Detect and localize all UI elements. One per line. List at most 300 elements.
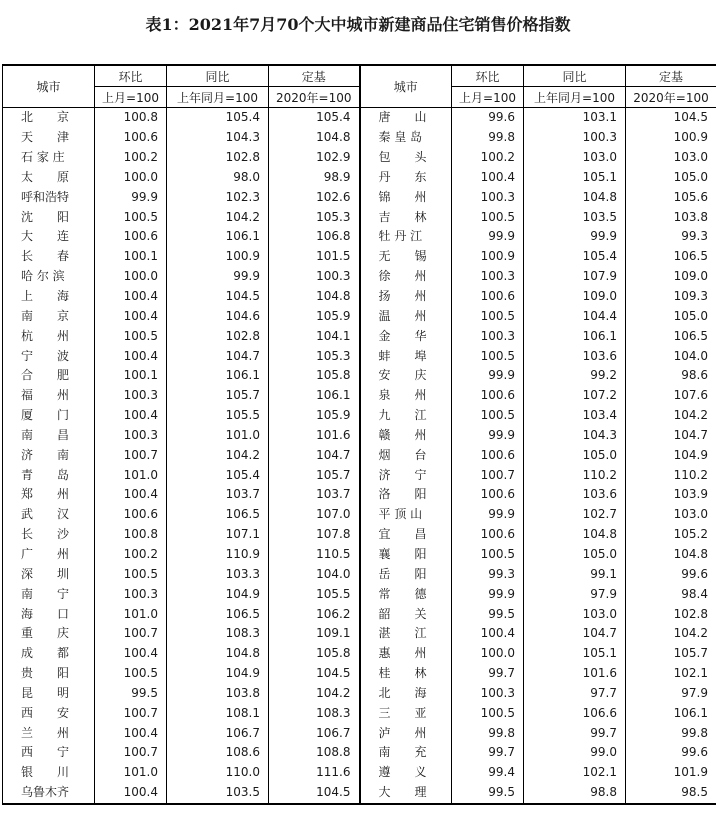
left-city-cell: 西 安 xyxy=(3,703,95,723)
price-index-table xyxy=(2,64,716,805)
left-tb-cell: 110.9 xyxy=(167,545,269,565)
right-city-cell: 大 理 xyxy=(360,783,452,804)
left-tb-cell: 104.2 xyxy=(167,445,269,465)
left-dj-cell: 104.5 xyxy=(269,664,360,684)
right-tb-cell: 104.8 xyxy=(524,187,626,207)
right-tb-cell: 107.9 xyxy=(524,267,626,287)
left-hb-cell: 100.0 xyxy=(95,267,167,287)
left-dj-cell: 108.8 xyxy=(269,743,360,763)
left-hb-cell: 100.4 xyxy=(95,346,167,366)
left-city-cell: 武 汉 xyxy=(3,505,95,525)
right-city-cell: 赣 州 xyxy=(360,426,452,446)
left-city-cell: 兰 州 xyxy=(3,723,95,743)
left-city-cell: 南 宁 xyxy=(3,584,95,604)
table-row xyxy=(3,545,716,565)
table-row xyxy=(3,664,716,684)
right-tb-cell: 104.8 xyxy=(524,525,626,545)
right-hb-cell: 99.3 xyxy=(452,564,524,584)
table-row xyxy=(3,366,716,386)
header-dj-sub-left: 2020年=100 xyxy=(269,87,360,108)
table-row xyxy=(3,108,716,128)
right-city-cell: 九 江 xyxy=(360,406,452,426)
table-row xyxy=(3,267,716,287)
right-city-cell: 三 亚 xyxy=(360,703,452,723)
left-city-cell: 深 圳 xyxy=(3,564,95,584)
left-tb-cell: 108.1 xyxy=(167,703,269,723)
table-row xyxy=(3,604,716,624)
right-tb-cell: 98.8 xyxy=(524,783,626,804)
right-city-cell: 蚌 埠 xyxy=(360,346,452,366)
right-city-cell: 北 海 xyxy=(360,683,452,703)
right-dj-cell: 106.1 xyxy=(626,703,716,723)
left-dj-cell: 105.8 xyxy=(269,366,360,386)
left-tb-cell: 104.2 xyxy=(167,207,269,227)
left-tb-cell: 105.4 xyxy=(167,465,269,485)
right-tb-cell: 104.3 xyxy=(524,426,626,446)
left-dj-cell: 105.4 xyxy=(269,108,360,128)
table-row xyxy=(3,525,716,545)
right-tb-cell: 106.6 xyxy=(524,703,626,723)
left-hb-cell: 100.1 xyxy=(95,247,167,267)
right-hb-cell: 100.0 xyxy=(452,644,524,664)
right-city-cell: 烟 台 xyxy=(360,445,452,465)
right-dj-cell: 104.9 xyxy=(626,445,716,465)
table-body xyxy=(3,108,716,804)
right-dj-cell: 103.8 xyxy=(626,207,716,227)
right-hb-cell: 99.8 xyxy=(452,128,524,148)
table-row xyxy=(3,426,716,446)
left-city-cell: 贵 阳 xyxy=(3,664,95,684)
right-hb-cell: 99.9 xyxy=(452,505,524,525)
right-dj-cell: 109.3 xyxy=(626,287,716,307)
right-tb-cell: 99.1 xyxy=(524,564,626,584)
left-tb-cell: 106.1 xyxy=(167,366,269,386)
right-city-cell: 韶 关 xyxy=(360,604,452,624)
table-row xyxy=(3,723,716,743)
right-tb-cell: 100.3 xyxy=(524,128,626,148)
left-dj-cell: 104.8 xyxy=(269,287,360,307)
right-hb-cell: 100.9 xyxy=(452,247,524,267)
right-hb-cell: 100.5 xyxy=(452,207,524,227)
right-hb-cell: 100.5 xyxy=(452,703,524,723)
right-dj-cell: 104.7 xyxy=(626,426,716,446)
right-city-cell: 安 庆 xyxy=(360,366,452,386)
left-tb-cell: 101.0 xyxy=(167,426,269,446)
left-dj-cell: 105.3 xyxy=(269,346,360,366)
header-tb-sub-left: 上年同月=100 xyxy=(167,87,269,108)
left-hb-cell: 100.4 xyxy=(95,406,167,426)
right-dj-cell: 104.0 xyxy=(626,346,716,366)
left-dj-cell: 104.1 xyxy=(269,326,360,346)
right-hb-cell: 100.6 xyxy=(452,485,524,505)
left-hb-cell: 100.8 xyxy=(95,525,167,545)
left-hb-cell: 100.3 xyxy=(95,386,167,406)
right-hb-cell: 100.6 xyxy=(452,525,524,545)
left-city-cell: 呼和浩特 xyxy=(3,187,95,207)
left-city-cell: 长 沙 xyxy=(3,525,95,545)
right-tb-cell: 103.0 xyxy=(524,604,626,624)
right-hb-cell: 99.5 xyxy=(452,783,524,804)
right-city-cell: 洛 阳 xyxy=(360,485,452,505)
right-dj-cell: 104.2 xyxy=(626,624,716,644)
right-hb-cell: 100.5 xyxy=(452,346,524,366)
left-city-cell: 南 京 xyxy=(3,306,95,326)
table-row xyxy=(3,564,716,584)
right-dj-cell: 98.4 xyxy=(626,584,716,604)
table-row xyxy=(3,485,716,505)
header-city-right: 城市 xyxy=(360,65,452,108)
table-row xyxy=(3,743,716,763)
left-city-cell: 石 家 庄 xyxy=(3,148,95,168)
left-city-cell: 南 昌 xyxy=(3,426,95,446)
header-tb-left: 同比 xyxy=(167,65,269,87)
left-tb-cell: 105.7 xyxy=(167,386,269,406)
left-tb-cell: 103.7 xyxy=(167,485,269,505)
right-tb-cell: 104.7 xyxy=(524,624,626,644)
left-city-cell: 厦 门 xyxy=(3,406,95,426)
left-tb-cell: 104.9 xyxy=(167,664,269,684)
right-hb-cell: 99.4 xyxy=(452,763,524,783)
right-dj-cell: 105.0 xyxy=(626,306,716,326)
left-hb-cell: 99.9 xyxy=(95,187,167,207)
right-tb-cell: 103.0 xyxy=(524,148,626,168)
left-hb-cell: 100.1 xyxy=(95,366,167,386)
right-tb-cell: 99.0 xyxy=(524,743,626,763)
left-city-cell: 杭 州 xyxy=(3,326,95,346)
right-city-cell: 湛 江 xyxy=(360,624,452,644)
right-tb-cell: 105.1 xyxy=(524,168,626,188)
right-dj-cell: 103.0 xyxy=(626,505,716,525)
right-dj-cell: 104.8 xyxy=(626,545,716,565)
left-tb-cell: 102.8 xyxy=(167,326,269,346)
table-row xyxy=(3,386,716,406)
right-dj-cell: 97.9 xyxy=(626,683,716,703)
right-city-cell: 泸 州 xyxy=(360,723,452,743)
left-city-cell: 乌鲁木齐 xyxy=(3,783,95,804)
right-tb-cell: 107.2 xyxy=(524,386,626,406)
left-tb-cell: 104.6 xyxy=(167,306,269,326)
left-dj-cell: 105.9 xyxy=(269,306,360,326)
right-city-cell: 徐 州 xyxy=(360,267,452,287)
left-hb-cell: 100.4 xyxy=(95,287,167,307)
right-dj-cell: 109.0 xyxy=(626,267,716,287)
right-dj-cell: 99.6 xyxy=(626,564,716,584)
left-city-cell: 太 原 xyxy=(3,168,95,188)
left-hb-cell: 100.6 xyxy=(95,128,167,148)
table-row xyxy=(3,326,716,346)
right-hb-cell: 99.6 xyxy=(452,108,524,128)
table-row xyxy=(3,465,716,485)
right-tb-cell: 97.9 xyxy=(524,584,626,604)
left-tb-cell: 104.5 xyxy=(167,287,269,307)
table-row xyxy=(3,128,716,148)
left-tb-cell: 99.9 xyxy=(167,267,269,287)
right-dj-cell: 110.2 xyxy=(626,465,716,485)
left-dj-cell: 107.8 xyxy=(269,525,360,545)
table-row xyxy=(3,763,716,783)
right-dj-cell: 101.9 xyxy=(626,763,716,783)
right-hb-cell: 100.2 xyxy=(452,148,524,168)
left-tb-cell: 100.9 xyxy=(167,247,269,267)
left-dj-cell: 105.3 xyxy=(269,207,360,227)
left-dj-cell: 100.3 xyxy=(269,267,360,287)
header-tb-sub-right: 上年同月=100 xyxy=(524,87,626,108)
left-city-cell: 哈 尔 滨 xyxy=(3,267,95,287)
left-tb-cell: 103.3 xyxy=(167,564,269,584)
right-city-cell: 常 德 xyxy=(360,584,452,604)
header-hb-sub-right: 上月=100 xyxy=(452,87,524,108)
left-tb-cell: 110.0 xyxy=(167,763,269,783)
left-dj-cell: 102.6 xyxy=(269,187,360,207)
left-hb-cell: 100.7 xyxy=(95,624,167,644)
right-tb-cell: 103.6 xyxy=(524,485,626,505)
right-dj-cell: 99.8 xyxy=(626,723,716,743)
left-dj-cell: 108.3 xyxy=(269,703,360,723)
table-row xyxy=(3,505,716,525)
right-hb-cell: 100.5 xyxy=(452,306,524,326)
left-hb-cell: 100.3 xyxy=(95,426,167,446)
right-city-cell: 平 顶 山 xyxy=(360,505,452,525)
right-dj-cell: 105.6 xyxy=(626,187,716,207)
right-hb-cell: 99.9 xyxy=(452,227,524,247)
right-dj-cell: 102.1 xyxy=(626,664,716,684)
left-city-cell: 沈 阳 xyxy=(3,207,95,227)
right-city-cell: 包 头 xyxy=(360,148,452,168)
right-tb-cell: 110.2 xyxy=(524,465,626,485)
left-dj-cell: 105.7 xyxy=(269,465,360,485)
left-dj-cell: 102.9 xyxy=(269,148,360,168)
right-dj-cell: 106.5 xyxy=(626,247,716,267)
left-dj-cell: 101.6 xyxy=(269,426,360,446)
left-hb-cell: 100.4 xyxy=(95,644,167,664)
header-tb-right: 同比 xyxy=(524,65,626,87)
right-hb-cell: 99.7 xyxy=(452,664,524,684)
right-hb-cell: 100.3 xyxy=(452,683,524,703)
right-city-cell: 南 充 xyxy=(360,743,452,763)
table-row xyxy=(3,406,716,426)
left-hb-cell: 100.5 xyxy=(95,564,167,584)
header-dj-right: 定基 xyxy=(626,65,716,87)
left-hb-cell: 100.5 xyxy=(95,664,167,684)
right-hb-cell: 99.7 xyxy=(452,743,524,763)
left-city-cell: 北 京 xyxy=(3,108,95,128)
left-hb-cell: 100.7 xyxy=(95,743,167,763)
right-tb-cell: 105.0 xyxy=(524,545,626,565)
right-tb-cell: 102.7 xyxy=(524,505,626,525)
right-tb-cell: 103.1 xyxy=(524,108,626,128)
right-city-cell: 牡 丹 江 xyxy=(360,227,452,247)
right-city-cell: 惠 州 xyxy=(360,644,452,664)
left-dj-cell: 98.9 xyxy=(269,168,360,188)
right-dj-cell: 98.6 xyxy=(626,366,716,386)
left-hb-cell: 101.0 xyxy=(95,465,167,485)
right-city-cell: 桂 林 xyxy=(360,664,452,684)
right-city-cell: 丹 东 xyxy=(360,168,452,188)
left-dj-cell: 105.5 xyxy=(269,584,360,604)
right-hb-cell: 100.7 xyxy=(452,465,524,485)
header-dj-left: 定基 xyxy=(269,65,360,87)
left-tb-cell: 103.8 xyxy=(167,683,269,703)
right-city-cell: 襄 阳 xyxy=(360,545,452,565)
right-tb-cell: 99.9 xyxy=(524,227,626,247)
right-city-cell: 金 华 xyxy=(360,326,452,346)
table-row xyxy=(3,346,716,366)
header-hb-left: 环比 xyxy=(95,65,167,87)
left-hb-cell: 100.8 xyxy=(95,108,167,128)
left-hb-cell: 100.4 xyxy=(95,723,167,743)
right-dj-cell: 103.0 xyxy=(626,148,716,168)
left-hb-cell: 100.7 xyxy=(95,445,167,465)
left-tb-cell: 104.9 xyxy=(167,584,269,604)
right-city-cell: 遵 义 xyxy=(360,763,452,783)
left-dj-cell: 110.5 xyxy=(269,545,360,565)
table-row xyxy=(3,703,716,723)
right-tb-cell: 109.0 xyxy=(524,287,626,307)
left-city-cell: 青 岛 xyxy=(3,465,95,485)
left-city-cell: 成 都 xyxy=(3,644,95,664)
table-row xyxy=(3,207,716,227)
left-tb-cell: 102.8 xyxy=(167,148,269,168)
left-dj-cell: 106.7 xyxy=(269,723,360,743)
left-dj-cell: 104.8 xyxy=(269,128,360,148)
right-dj-cell: 103.9 xyxy=(626,485,716,505)
right-hb-cell: 100.5 xyxy=(452,545,524,565)
right-tb-cell: 99.7 xyxy=(524,723,626,743)
left-city-cell: 天 津 xyxy=(3,128,95,148)
table-row xyxy=(3,247,716,267)
table-row xyxy=(3,783,716,804)
right-tb-cell: 105.1 xyxy=(524,644,626,664)
right-city-cell: 宜 昌 xyxy=(360,525,452,545)
right-city-cell: 温 州 xyxy=(360,306,452,326)
right-city-cell: 锦 州 xyxy=(360,187,452,207)
right-dj-cell: 98.5 xyxy=(626,783,716,804)
right-dj-cell: 99.6 xyxy=(626,743,716,763)
left-city-cell: 重 庆 xyxy=(3,624,95,644)
page-title: 表1：2021年7月70个大中城市新建商品住宅销售价格指数 xyxy=(145,15,571,34)
right-tb-cell: 103.6 xyxy=(524,346,626,366)
table-row xyxy=(3,148,716,168)
left-tb-cell: 105.5 xyxy=(167,406,269,426)
right-hb-cell: 100.4 xyxy=(452,624,524,644)
left-dj-cell: 111.6 xyxy=(269,763,360,783)
header-hb-sub-left: 上月=100 xyxy=(95,87,167,108)
left-hb-cell: 100.7 xyxy=(95,703,167,723)
right-hb-cell: 100.6 xyxy=(452,386,524,406)
header-hb-right: 环比 xyxy=(452,65,524,87)
left-tb-cell: 104.3 xyxy=(167,128,269,148)
left-city-cell: 海 口 xyxy=(3,604,95,624)
right-hb-cell: 99.8 xyxy=(452,723,524,743)
right-hb-cell: 100.4 xyxy=(452,168,524,188)
left-hb-cell: 100.5 xyxy=(95,326,167,346)
left-tb-cell: 106.7 xyxy=(167,723,269,743)
right-tb-cell: 105.0 xyxy=(524,445,626,465)
right-hb-cell: 100.5 xyxy=(452,406,524,426)
right-dj-cell: 105.0 xyxy=(626,168,716,188)
left-city-cell: 福 州 xyxy=(3,386,95,406)
header-city-left: 城市 xyxy=(3,65,95,108)
right-tb-cell: 101.6 xyxy=(524,664,626,684)
left-hb-cell: 100.4 xyxy=(95,306,167,326)
right-hb-cell: 99.9 xyxy=(452,584,524,604)
left-city-cell: 大 连 xyxy=(3,227,95,247)
table-row xyxy=(3,227,716,247)
right-dj-cell: 104.5 xyxy=(626,108,716,128)
left-hb-cell: 100.0 xyxy=(95,168,167,188)
left-city-cell: 长 春 xyxy=(3,247,95,267)
right-hb-cell: 99.9 xyxy=(452,426,524,446)
right-city-cell: 泉 州 xyxy=(360,386,452,406)
right-city-cell: 吉 林 xyxy=(360,207,452,227)
right-dj-cell: 104.2 xyxy=(626,406,716,426)
left-hb-cell: 101.0 xyxy=(95,604,167,624)
right-tb-cell: 105.4 xyxy=(524,247,626,267)
left-tb-cell: 106.5 xyxy=(167,604,269,624)
left-dj-cell: 104.0 xyxy=(269,564,360,584)
left-city-cell: 合 肥 xyxy=(3,366,95,386)
left-hb-cell: 100.3 xyxy=(95,584,167,604)
left-dj-cell: 105.8 xyxy=(269,644,360,664)
left-tb-cell: 106.1 xyxy=(167,227,269,247)
table-row xyxy=(3,644,716,664)
right-city-cell: 济 宁 xyxy=(360,465,452,485)
left-dj-cell: 101.5 xyxy=(269,247,360,267)
right-dj-cell: 99.3 xyxy=(626,227,716,247)
left-hb-cell: 100.5 xyxy=(95,207,167,227)
left-hb-cell: 100.4 xyxy=(95,485,167,505)
right-hb-cell: 99.5 xyxy=(452,604,524,624)
left-city-cell: 广 州 xyxy=(3,545,95,565)
left-tb-cell: 102.3 xyxy=(167,187,269,207)
left-dj-cell: 107.0 xyxy=(269,505,360,525)
table-row xyxy=(3,168,716,188)
left-hb-cell: 100.2 xyxy=(95,545,167,565)
table-row xyxy=(3,287,716,307)
right-tb-cell: 103.5 xyxy=(524,207,626,227)
left-dj-cell: 103.7 xyxy=(269,485,360,505)
left-dj-cell: 104.7 xyxy=(269,445,360,465)
table-header xyxy=(3,65,716,108)
left-city-cell: 昆 明 xyxy=(3,683,95,703)
header-dj-sub-right: 2020年=100 xyxy=(626,87,716,108)
right-hb-cell: 100.3 xyxy=(452,187,524,207)
right-tb-cell: 106.1 xyxy=(524,326,626,346)
right-dj-cell: 105.7 xyxy=(626,644,716,664)
left-dj-cell: 104.5 xyxy=(269,783,360,804)
left-dj-cell: 106.8 xyxy=(269,227,360,247)
left-city-cell: 西 宁 xyxy=(3,743,95,763)
left-tb-cell: 106.5 xyxy=(167,505,269,525)
right-hb-cell: 99.9 xyxy=(452,366,524,386)
left-city-cell: 郑 州 xyxy=(3,485,95,505)
right-dj-cell: 100.9 xyxy=(626,128,716,148)
left-tb-cell: 105.4 xyxy=(167,108,269,128)
table-row xyxy=(3,445,716,465)
left-tb-cell: 103.5 xyxy=(167,783,269,804)
left-dj-cell: 105.9 xyxy=(269,406,360,426)
left-tb-cell: 104.7 xyxy=(167,346,269,366)
left-hb-cell: 99.5 xyxy=(95,683,167,703)
right-dj-cell: 107.6 xyxy=(626,386,716,406)
table-row xyxy=(3,683,716,703)
table-row xyxy=(3,584,716,604)
right-dj-cell: 105.2 xyxy=(626,525,716,545)
left-tb-cell: 104.8 xyxy=(167,644,269,664)
left-hb-cell: 100.2 xyxy=(95,148,167,168)
left-city-cell: 济 南 xyxy=(3,445,95,465)
right-city-cell: 无 锡 xyxy=(360,247,452,267)
